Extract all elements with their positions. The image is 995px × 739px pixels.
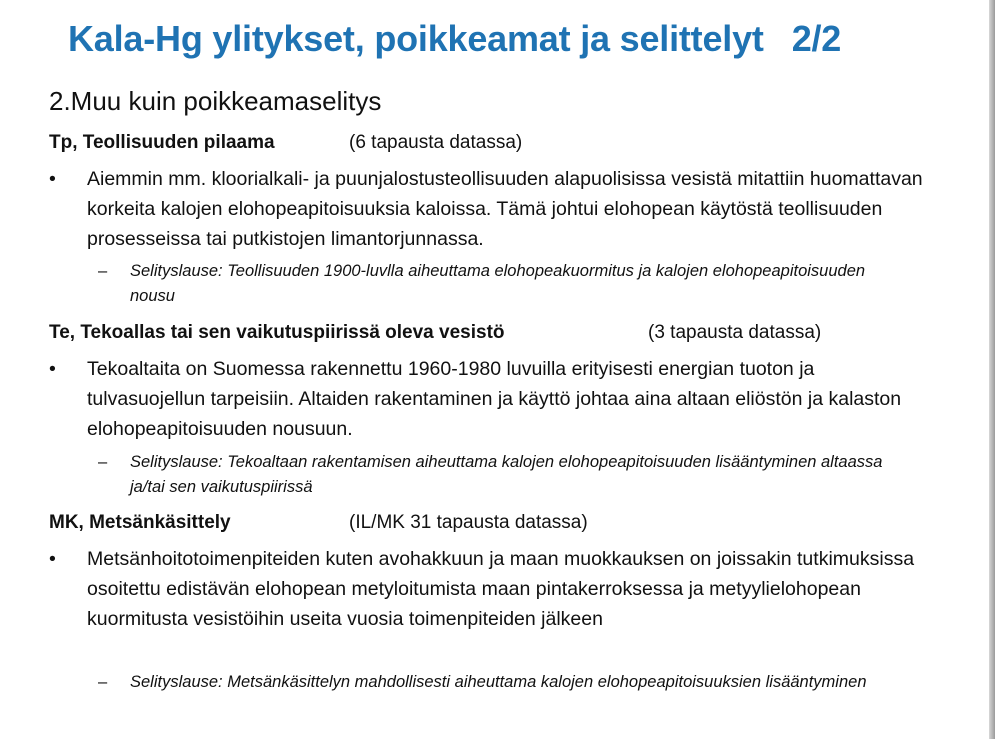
bullet-text: Metsänhoitotoimenpiteiden kuten avohakkuun ja maan muokkauksen on joissakin tutkimuksissa osoitettu edistävän elohopean metyloitumista maan pintakerroksessa ja metyylielohopean kuormitusta vesistöihin useita vuosia toimenpiteiden jälkeen xyxy=(87,548,915,630)
bullet-icon: • xyxy=(49,548,56,570)
dash-icon: – xyxy=(98,453,108,471)
section-code: MK, Metsänkäsittely xyxy=(49,512,231,533)
section-code: Te, Tekoallas tai sen vaikutuspiirissä oleva vesistö xyxy=(49,322,505,343)
slide-title-main: Kala-Hg ylitykset, poikkeamat ja selittelyt xyxy=(68,18,764,59)
section-count: (IL/MK 31 tapausta datassa) xyxy=(349,512,588,533)
window-edge xyxy=(989,0,995,739)
section-heading-tp xyxy=(49,132,523,154)
bullet-text: Tekoaltaita on Suomessa rakennettu 1960-1980 luvuilla erityisesti energian tuoton ja tulvasuojellun tarpeisiin. Altaiden rakentaminen ja käyttö johtaa aina altaan eliöstön ja kalaston elohopeapitoisuuden nousuun. xyxy=(87,358,902,440)
slide-page-number: 2/2 xyxy=(791,18,842,59)
slide-title xyxy=(68,18,841,60)
dash-icon: – xyxy=(98,673,108,691)
slide-subtitle: 2.Muu kuin poikkeamaselitys xyxy=(49,86,382,116)
sub-bullet-text: Selityslause: Metsänkäsittelyn mahdollisesti aiheuttama kalojen elohopeapitoisuuksien lisääntyminen xyxy=(130,673,867,691)
dash-icon: – xyxy=(98,262,108,280)
section-count: (3 tapausta datassa) xyxy=(648,322,822,343)
bullet-icon: • xyxy=(49,168,56,190)
section-code: Tp, Teollisuuden pilaama xyxy=(49,132,275,153)
section-count: (6 tapausta datassa) xyxy=(349,132,523,153)
bullet-icon: • xyxy=(49,358,56,380)
section-heading-mk xyxy=(49,512,588,534)
section-heading-te xyxy=(49,322,822,344)
sub-bullet-text: Selityslause: Tekoaltaan rakentamisen aiheuttama kalojen elohopeapitoisuuden lisääntyminen altaassa ja/tai sen vaikutuspiirissä xyxy=(130,453,883,496)
bullet-text: Aiemmin mm. kloorialkali- ja puunjalostusteollisuuden alapuolisissa vesistä mitattiin huomattavan korkeita kalojen elohopeapitoisuuksia kaloissa. Tämä johtui elohopean käytöstä teollisuuden prosesseissa tai putkistojen limantorjunnassa. xyxy=(87,168,923,250)
sub-bullet-text: Selityslause: Teollisuuden 1900-luvlla aiheuttama elohopeakuormitus ja kalojen elohopeapitoisuuden nousu xyxy=(130,262,866,305)
